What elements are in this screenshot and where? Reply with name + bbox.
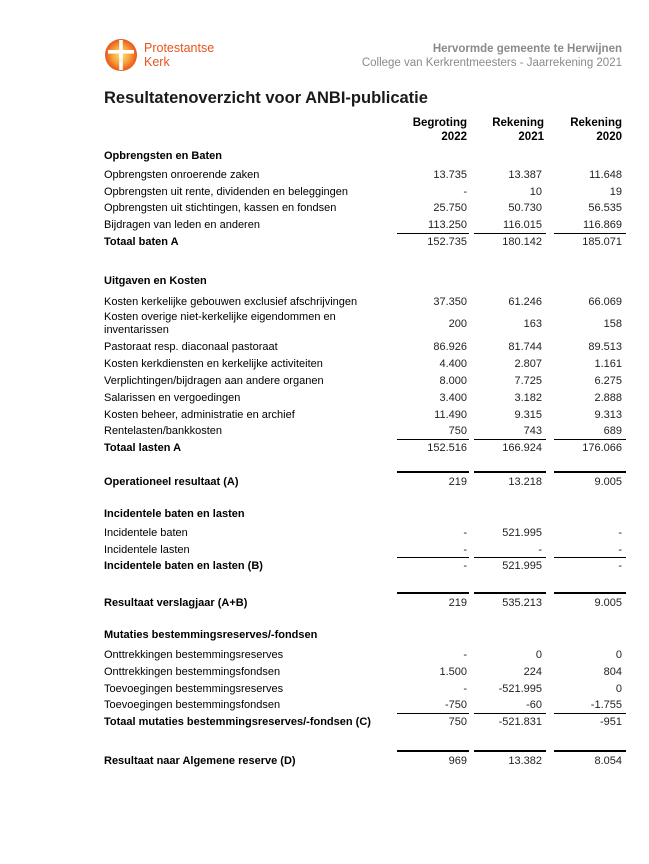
result-row-operationeel <box>104 471 622 491</box>
section-heading-label: Incidentele baten en lasten <box>104 507 245 520</box>
section-heading <box>104 148 622 165</box>
section-heading <box>104 273 622 290</box>
row-label: Kosten beheer, administratie en archief <box>104 408 295 421</box>
document-header <box>362 42 622 70</box>
organization-name: Hervormde gemeente te Herwijnen <box>432 43 622 55</box>
table-row <box>104 542 622 559</box>
cell-begroting-2022: 4.400 <box>439 358 467 371</box>
table-row <box>104 217 622 234</box>
cell-begroting-2022: 219 <box>448 597 467 610</box>
cell-rekening-2021: - <box>538 543 542 556</box>
cell-begroting-2022: - <box>463 526 467 539</box>
cell-rekening-2020: - <box>618 543 622 556</box>
cell-rekening-2020: 66.069 <box>588 295 622 308</box>
result-row-algemene-reserve <box>104 750 622 770</box>
cell-rekening-2020: 9.005 <box>594 597 622 610</box>
cell-rekening-2020: 116.869 <box>583 219 622 232</box>
result-row-verslagjaar <box>104 592 622 612</box>
cell-rekening-2021: 13.387 <box>508 168 542 181</box>
results-table <box>104 148 622 770</box>
cell-rekening-2020: 89.513 <box>588 341 622 354</box>
total-row <box>104 234 622 251</box>
cross-sun-icon <box>104 38 138 72</box>
cell-rekening-2021: 10 <box>529 185 542 198</box>
table-row <box>104 390 622 407</box>
cell-rekening-2021: -60 <box>526 699 542 712</box>
row-label: Incidentele baten <box>104 526 188 539</box>
cell-rekening-2021: 13.218 <box>508 475 542 488</box>
cell-rekening-2020: 0 <box>615 682 622 695</box>
cell-rekening-2020: 804 <box>603 665 622 678</box>
row-label: Opbrengsten uit rente, dividenden en beleggingen <box>104 185 349 198</box>
table-row <box>104 373 622 390</box>
cell-rekening-2020: 0 <box>615 648 622 661</box>
cell-rekening-2020: - <box>618 526 622 539</box>
cell-rekening-2021: 81.744 <box>508 341 542 354</box>
column-header-rekening-2021 <box>474 116 544 144</box>
table-row <box>104 356 622 373</box>
cell-rekening-2021: 166.924 <box>502 442 542 455</box>
section-heading <box>104 627 622 644</box>
table-row <box>104 310 622 339</box>
table-row <box>104 697 622 714</box>
total-row <box>104 714 622 731</box>
cell-rekening-2021: 224 <box>523 665 542 678</box>
row-label: Kosten overige niet-kerkelijke eigendommen en inventarissen <box>104 311 336 337</box>
row-label: Opbrengsten uit stichtingen, kassen en fondsen <box>104 202 337 215</box>
cell-rekening-2021: 535.213 <box>502 597 542 610</box>
cell-rekening-2021: 7.725 <box>514 374 542 387</box>
total-label: Totaal mutaties bestemmingsreserves/-fondsen (C) <box>104 716 371 729</box>
cell-begroting-2022: 13.735 <box>433 168 467 181</box>
cell-begroting-2022: 3.400 <box>439 391 467 404</box>
protestantse-kerk-logo <box>104 38 234 74</box>
row-label: Incidentele lasten <box>104 543 190 556</box>
row-label: Rentelasten/bankkosten <box>104 425 223 438</box>
cell-rekening-2020: 2.888 <box>594 391 622 404</box>
total-label: Resultaat verslagjaar (A+B) <box>104 597 248 610</box>
row-label: Bijdragen van leden en anderen <box>104 219 260 232</box>
row-label: Salarissen en vergoedingen <box>104 391 241 404</box>
cell-rekening-2020: 9.313 <box>594 408 622 421</box>
cell-rekening-2021: 163 <box>523 318 542 331</box>
column-header-rekening-2020 <box>552 116 622 144</box>
cell-begroting-2022: 219 <box>448 475 467 488</box>
cell-begroting-2022: 152.516 <box>427 442 467 455</box>
cell-begroting-2022: - <box>463 185 467 198</box>
table-row <box>104 294 622 311</box>
cell-begroting-2022: 1.500 <box>439 665 467 678</box>
table-row <box>104 200 622 217</box>
total-label: Incidentele baten en lasten (B) <box>104 560 263 573</box>
document-subtitle: College van Kerkrentmeesters - Jaarrekening 2021 <box>361 57 622 69</box>
cell-rekening-2021: 2.807 <box>514 358 542 371</box>
cell-rekening-2021: 13.382 <box>508 754 542 767</box>
table-row <box>104 339 622 356</box>
cell-begroting-2022: 750 <box>448 716 467 729</box>
cell-begroting-2022: 200 <box>448 318 467 331</box>
cell-begroting-2022: - <box>463 560 467 573</box>
row-label: Onttrekkingen bestemmingsreserves <box>104 648 284 661</box>
total-label: Resultaat naar Algemene reserve (D) <box>104 754 296 767</box>
column-header-year: 2020 <box>596 131 622 143</box>
cell-rekening-2020: 185.071 <box>582 235 622 248</box>
cell-begroting-2022: 37.350 <box>433 295 467 308</box>
section-heading <box>104 506 622 523</box>
total-label: Totaal baten A <box>104 235 179 248</box>
cell-begroting-2022: 25.750 <box>433 202 467 215</box>
cell-rekening-2020: 56.535 <box>588 202 622 215</box>
column-header-line: Rekening <box>570 117 622 129</box>
row-label: Verplichtingen/bijdragen aan andere organen <box>104 374 324 387</box>
column-header-line: Begroting <box>412 117 467 129</box>
cell-begroting-2022: 86.926 <box>433 341 467 354</box>
logo-line-1: Protestantse <box>144 41 215 55</box>
table-row <box>104 423 622 440</box>
table-row <box>104 184 622 201</box>
row-label: Kosten kerkdiensten en kerkelijke activiteiten <box>104 358 323 371</box>
cell-rekening-2020: -951 <box>599 716 622 729</box>
column-header-begroting-2022 <box>397 116 467 144</box>
cell-rekening-2021: 521.995 <box>502 526 542 539</box>
section-heading-label: Uitgaven en Kosten <box>104 274 207 287</box>
table-row <box>104 664 622 681</box>
cell-rekening-2021: 521.995 <box>502 560 542 573</box>
column-header-year: 2022 <box>441 131 467 143</box>
column-header-line: Rekening <box>492 117 544 129</box>
cell-begroting-2022: - <box>463 648 467 661</box>
cell-begroting-2022: 11.490 <box>434 408 467 421</box>
cell-rekening-2021: 0 <box>535 648 542 661</box>
cell-rekening-2020: 8.054 <box>594 754 622 767</box>
row-label: Toevoegingen bestemmingsfondsen <box>104 699 281 712</box>
row-label: Onttrekkingen bestemmingsfondsen <box>104 665 281 678</box>
cell-rekening-2020: 158 <box>603 318 622 331</box>
cell-rekening-2020: 6.275 <box>594 374 622 387</box>
cell-rekening-2020: 9.005 <box>594 475 622 488</box>
total-row <box>104 558 622 575</box>
cell-rekening-2021: -521.995 <box>498 682 542 695</box>
cell-rekening-2020: 176.066 <box>582 442 622 455</box>
cell-begroting-2022: -750 <box>444 699 467 712</box>
cell-rekening-2020: 1.161 <box>594 358 622 371</box>
row-label: Toevoegingen bestemmingsreserves <box>104 682 284 695</box>
cell-rekening-2020: 689 <box>603 425 622 438</box>
total-row <box>104 440 622 457</box>
cell-rekening-2020: 19 <box>609 185 622 198</box>
cell-rekening-2021: 9.315 <box>514 408 542 421</box>
cell-rekening-2021: 116.015 <box>503 219 542 232</box>
logo-line-2: Kerk <box>144 55 170 69</box>
table-row <box>104 647 622 664</box>
row-label: Opbrengsten onroerende zaken <box>104 168 260 181</box>
cell-begroting-2022: 969 <box>448 754 467 767</box>
cell-begroting-2022: 750 <box>448 425 467 438</box>
cell-rekening-2021: 50.730 <box>508 202 542 215</box>
total-label: Operationeel resultaat (A) <box>104 475 239 488</box>
cell-rekening-2021: 743 <box>523 425 542 438</box>
row-label: Pastoraat resp. diaconaal pastoraat <box>104 341 278 354</box>
column-header-year: 2021 <box>518 131 544 143</box>
cell-begroting-2022: - <box>463 543 467 556</box>
cell-begroting-2022: 113.250 <box>428 219 467 232</box>
table-row <box>104 407 622 424</box>
total-label: Totaal lasten A <box>104 442 182 455</box>
cell-begroting-2022: - <box>463 682 467 695</box>
section-heading-label: Opbrengsten en Baten <box>104 150 222 162</box>
row-label: Kosten kerkelijke gebouwen exclusief afschrijvingen <box>104 295 358 308</box>
table-row <box>104 681 622 698</box>
page-title: Resultatenoverzicht voor ANBI-publicatie <box>104 89 428 107</box>
cell-rekening-2021: 61.246 <box>508 295 542 308</box>
cell-rekening-2020: - <box>618 560 622 573</box>
table-row <box>104 167 622 184</box>
cell-begroting-2022: 152.735 <box>427 235 467 248</box>
logo-text <box>144 41 214 69</box>
cell-rekening-2021: 3.182 <box>514 391 542 404</box>
cell-rekening-2020: 11.648 <box>589 168 622 181</box>
table-row <box>104 525 622 542</box>
section-heading-label: Mutaties bestemmingsreserves/-fondsen <box>104 629 318 642</box>
cell-begroting-2022: 8.000 <box>439 374 467 387</box>
cell-rekening-2020: -1.755 <box>590 699 622 712</box>
cell-rekening-2021: -521.831 <box>498 716 542 729</box>
cell-rekening-2021: 180.142 <box>502 235 542 248</box>
